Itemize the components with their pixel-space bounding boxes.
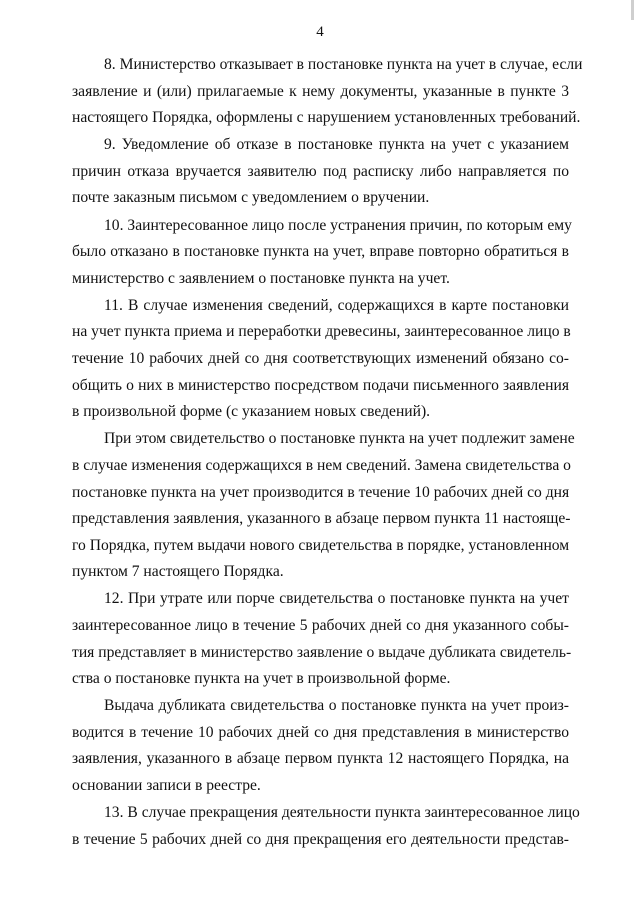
text-line: заинтересованное лицо в течение 5 рабочих дней со дня указанного собы- bbox=[72, 616, 569, 634]
text-line: 12. При утрате или порче свидетельства о постановке пункта на учет bbox=[104, 590, 569, 608]
text-line: почте заказным письмом с уведомлением о вручении. bbox=[72, 189, 430, 207]
text-line: представления заявления, указанного в абзаце первом пункта 11 настояще- bbox=[72, 510, 571, 528]
text-line: го Порядка, путем выдачи нового свидетельства в порядке, установленном bbox=[72, 536, 570, 554]
paragraph bbox=[72, 52, 583, 132]
text-line: 8. Министерство отказывает в постановке пункта на учет в случае, если bbox=[104, 56, 583, 73]
paragraph bbox=[72, 213, 572, 293]
text-line: в случае изменения содержащихся в нем сведений. Замена свидетельства о bbox=[72, 456, 571, 474]
text-line: министерство с заявлением о постановке пункта на учет. bbox=[72, 269, 450, 287]
paragraph bbox=[72, 132, 569, 212]
paragraph bbox=[72, 693, 569, 799]
text-line: 10. Заинтересованное лицо после устранения причин, по которым ему bbox=[104, 216, 572, 234]
text-line: течение 10 рабочих дней со дня соответствующих изменений обязано со- bbox=[72, 350, 569, 368]
text-line: 11. В случае изменения сведений, содержащихся в карте постановки bbox=[104, 296, 569, 314]
text-line: в произвольной форме (с указанием новых сведений). bbox=[72, 403, 431, 421]
text-line: постановке пункта на учет производится в течение 10 рабочих дней со дня bbox=[72, 483, 570, 501]
text-line: общить о них в министерство посредством подачи письменного заявления bbox=[72, 376, 569, 394]
text-line: пунктом 7 настоящего Порядка. bbox=[72, 563, 284, 581]
text-line: заявления, указанного в абзаце первом пункта 12 настоящего Порядка, на bbox=[72, 750, 569, 768]
scan-edge-mark bbox=[631, 0, 634, 20]
text-line: причин отказа вручается заявителю под расписку либо направляется по bbox=[72, 162, 569, 180]
text-line: При этом свидетельство о постановке пункта на учет подлежит замене bbox=[104, 430, 575, 448]
text-line: в течение 5 рабочих дней со дня прекращения его деятельности представ- bbox=[72, 830, 569, 848]
text-line: тия представляет в министерство заявление о выдаче дубликата свидетель- bbox=[72, 643, 572, 661]
page-number: 4 bbox=[316, 24, 324, 40]
text-line: Выдача дубликата свидетельства о постановке пункта на учет произ- bbox=[104, 697, 569, 715]
text-line: основании записи в реестре. bbox=[72, 777, 261, 795]
text-line: на учет пункта приема и переработки древесины, заинтересованное лицо в bbox=[72, 323, 571, 341]
document-body bbox=[72, 52, 583, 853]
text-line: настоящего Порядка, оформлены с нарушением установленных требований. bbox=[72, 109, 581, 127]
paragraph bbox=[72, 426, 575, 586]
text-line: ства о постановке пункта на учет в произвольной форме. bbox=[72, 670, 451, 688]
paragraph bbox=[72, 586, 572, 692]
paragraph bbox=[72, 800, 580, 853]
text-line: было отказано в постановке пункта на учет, вправе повторно обратиться в bbox=[72, 243, 569, 261]
text-line: заявление и (или) прилагаемые к нему документы, указанные в пункте 3 bbox=[72, 82, 569, 100]
text-line: водится в течение 10 рабочих дней со дня представления в министерство bbox=[72, 723, 569, 741]
text-line: 9. Уведомление об отказе в постановке пункта на учет с указанием bbox=[104, 136, 569, 154]
text-line: 13. В случае прекращения деятельности пункта заинтересованное лицо bbox=[104, 804, 580, 822]
paragraph bbox=[72, 293, 569, 426]
